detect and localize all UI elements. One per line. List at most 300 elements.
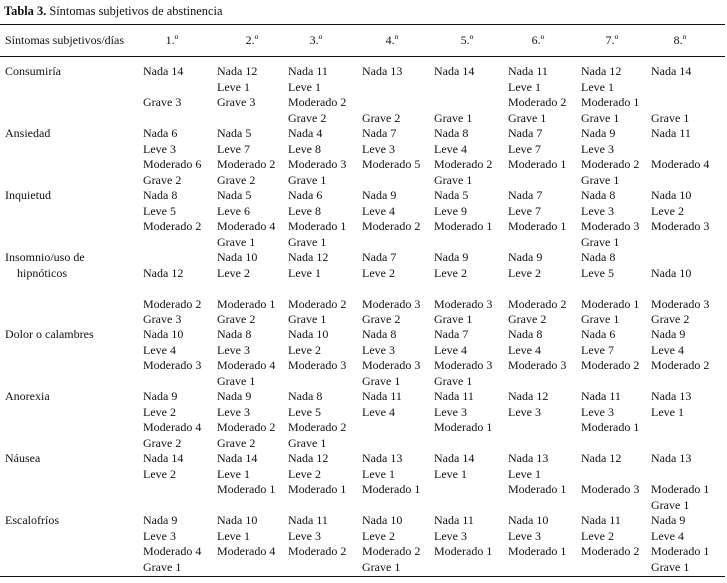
cell-line [508,560,566,576]
cell-line [508,281,566,297]
cell-line: Moderado 3 [362,296,421,311]
cell-line [362,235,420,251]
cell-line: Nada 12 [288,451,329,465]
day-cell [217,250,275,328]
cell-line: Moderado 2 [217,157,276,172]
cell-line [508,235,566,251]
cell-line [217,498,275,514]
day-cell [508,126,566,188]
day-cell [362,188,420,250]
day-cell [581,327,639,389]
cell-line: Moderado 1 [581,420,640,435]
cell-line: Leve 3 [362,141,395,156]
day-cell [508,250,566,328]
cell-line [508,436,548,452]
cell-line [362,420,402,436]
cell-line [508,374,566,390]
cell-line: Nada 4 [288,126,323,140]
cell-line: Nada 8 [434,126,469,140]
cell-line: Grave 1 [581,234,620,249]
day-cell [651,64,691,126]
cell-line: Nada 11 [434,389,474,403]
symptom-label-line: Insomnio/uso de [5,250,85,264]
cell-line: Moderado 1 [362,482,421,497]
cell-line [288,281,346,297]
cell-line [217,560,275,576]
cell-line: Nada 13 [362,64,403,78]
day-header: 3.º [309,33,323,47]
cell-line: Leve 2 [362,265,395,280]
cell-line: Nada 9 [651,513,686,527]
cell-line: Leve 3 [288,528,321,543]
cell-line: Leve 2 [362,528,395,543]
cell-line [434,80,474,96]
cell-line: Leve 1 [581,79,614,94]
cell-line [143,374,201,390]
cell-line: Leve 9 [434,203,467,218]
cell-line: Leve 3 [581,203,614,218]
cell-line: Moderado 5 [362,157,421,172]
cell-line [651,95,691,111]
cell-line: Moderado 1 [217,296,276,311]
cell-line [581,560,639,576]
cell-line: Moderado 2 [508,296,567,311]
cell-line [217,111,257,127]
cell-line [362,95,402,111]
cell-line: Nada 8 [143,188,178,202]
cell-line: Leve 1 [217,466,250,481]
cell-line [143,235,201,251]
cell-line [651,436,691,452]
cell-line: Nada 12 [581,451,622,465]
cell-line: Leve 3 [508,404,541,419]
day-cell [217,389,275,451]
cell-line: Grave 1 [143,559,182,574]
cell-line: Nada 12 [508,389,549,403]
cell-line: Nada 9 [581,126,616,140]
cell-line: Moderado 1 [288,482,347,497]
cell-line: Leve 1 [508,466,541,481]
cell-line: Moderado 2 [581,358,640,373]
table-caption [4,3,222,19]
cell-line: Moderado 1 [288,219,347,234]
cell-line: Moderado 4 [217,544,276,559]
day-cell [508,64,566,126]
cell-line: Moderado 2 [288,95,347,110]
cell-line: Leve 1 [434,466,467,481]
day-cell [434,451,474,513]
cell-line: Moderado 4 [217,358,276,373]
cell-line: Grave 1 [581,312,620,327]
cell-line: Nada 7 [508,126,543,140]
day-cell [651,126,709,188]
day-cell [581,389,639,451]
day-header: 7.º [605,33,619,47]
cell-line: Grave 3 [143,312,182,327]
cell-line: Leve 3 [581,404,614,419]
cell-line: Nada 6 [288,188,323,202]
cell-line: Grave 2 [217,435,256,450]
cell-line: Moderado 2 [288,420,347,435]
day-cell [434,327,492,389]
cell-line: Moderado 3 [143,358,202,373]
cell-line [508,420,548,436]
cell-line: Leve 2 [143,466,176,481]
cell-line: Leve 1 [217,79,250,94]
day-cell [288,451,346,513]
cell-line: Nada 9 [362,188,397,202]
cell-line: Grave 3 [217,95,256,110]
cell-line [288,560,346,576]
cell-line [288,498,346,514]
cell-line: Leve 4 [362,203,395,218]
day-cell [581,188,639,250]
cell-line: Leve 2 [143,404,176,419]
cell-line: Moderado 3 [581,482,640,497]
day-cell [143,126,201,188]
cell-line: Moderado 2 [362,219,421,234]
day-cell [143,64,183,126]
cell-line: Leve 1 [362,466,395,481]
cell-line: Moderado 3 [508,358,567,373]
day-cell [508,513,566,575]
cell-line: Nada 9 [217,389,252,403]
cell-line [508,173,566,189]
cell-line: Leve 5 [143,203,176,218]
day-cell [651,327,709,389]
cell-line: Grave 1 [434,373,473,388]
cell-line: Grave 1 [217,373,256,388]
cell-line: Moderado 1 [434,420,493,435]
cell-line: Leve 3 [362,342,395,357]
symptom-label [5,250,85,281]
symptom-label-line: Escalofríos [5,513,59,527]
day-cell [434,389,492,451]
cell-line [651,281,709,297]
day-cell [362,451,420,513]
cell-line: Leve 3 [143,528,176,543]
cell-line: Grave 1 [651,559,690,574]
cell-line: Nada 14 [434,64,475,78]
day-cell [217,64,257,126]
cell-line [508,498,566,514]
cell-line: Leve 2 [581,528,614,543]
cell-line: Nada 11 [434,513,474,527]
cell-line: Grave 1 [288,234,327,249]
cell-line: Leve 1 [651,404,684,419]
cell-line: Leve 3 [508,528,541,543]
cell-line: Moderado 2 [581,157,640,172]
day-cell [434,126,492,188]
cell-line: Moderado 3 [581,219,640,234]
cell-line [651,250,709,266]
symptom-label-line: Ansiedad [5,126,51,140]
cell-line: Grave 2 [288,110,327,125]
cell-line [434,482,474,498]
cell-line: Moderado 3 [362,358,421,373]
cell-line: Leve 5 [581,265,614,280]
cell-line: Nada 9 [508,250,543,264]
symptom-label [5,513,59,529]
cell-line: Moderado 1 [434,219,493,234]
day-cell [362,389,402,451]
cell-line [434,95,474,111]
cell-line: Leve 4 [434,141,467,156]
cell-line [143,281,201,297]
cell-line [362,173,420,189]
cell-line: Leve 3 [434,528,467,543]
cell-line [362,436,402,452]
day-cell [288,513,346,575]
day-cell [581,64,639,126]
cell-line: Nada 11 [651,126,691,140]
cell-line: Nada 7 [434,327,469,341]
cell-line: Grave 1 [581,110,620,125]
cell-line: Moderado 6 [143,157,202,172]
day-cell [508,451,566,513]
bottom-rule [0,576,725,577]
cell-line: Moderado 4 [143,544,202,559]
day-cell [434,188,492,250]
cell-line: Nada 11 [581,389,621,403]
cell-line: Leve 3 [217,404,250,419]
cell-line: Moderado 3 [651,296,710,311]
cell-line: Moderado 2 [362,544,421,559]
day-cell [143,451,183,513]
day-header: 2.º [245,33,259,47]
day-cell [362,513,420,575]
cell-line: Nada 8 [508,327,543,341]
cell-line [143,498,183,514]
day-header: 5.º [460,33,474,47]
cell-line: Leve 1 [288,265,321,280]
day-cell [581,126,639,188]
cell-line: Nada 8 [581,250,616,264]
cell-line: Moderado 3 [434,296,493,311]
cell-line: Nada 13 [651,389,692,403]
cell-line: Grave 1 [434,172,473,187]
day-cell [651,389,691,451]
cell-line [651,80,691,96]
day-cell [651,513,709,575]
cell-line: Moderado 1 [217,482,276,497]
cell-line [581,374,639,390]
cell-line: Grave 3 [143,95,182,110]
cell-line: Nada 8 [362,327,397,341]
cell-line: Leve 7 [217,141,250,156]
cell-line: Leve 6 [217,203,250,218]
cell-line: Leve 4 [362,404,395,419]
cell-line: Moderado 2 [288,544,347,559]
cell-line: Leve 8 [288,141,321,156]
cell-line: Moderado 1 [508,219,567,234]
cell-line [434,498,474,514]
cell-line: Moderado 1 [508,482,567,497]
cell-line: Leve 4 [508,342,541,357]
cell-line [581,498,639,514]
cell-line: Moderado 2 [143,296,202,311]
symptom-label-line: Inquietud [5,188,51,202]
day-cell [434,250,492,328]
symptom-label [5,389,50,405]
cell-line: Leve 1 [288,79,321,94]
cell-line [651,235,709,251]
cell-line: Moderado 2 [143,219,202,234]
day-cell [217,513,275,575]
cell-line: Grave 1 [434,110,473,125]
cell-line: Nada 9 [651,327,686,341]
cell-line: Grave 1 [288,435,327,450]
day-cell [217,126,275,188]
caption-text: Síntomas subjetivos de abstinencia [46,4,223,18]
cell-line: Moderado 2 [508,95,567,110]
day-cell [581,250,639,328]
cell-line: Nada 13 [508,451,549,465]
day-cell [217,327,275,389]
cell-line: Nada 7 [362,250,397,264]
cell-line: Nada 14 [143,64,184,78]
cell-line: Nada 11 [288,513,328,527]
cell-line: Nada 12 [143,265,184,280]
cell-line: Grave 1 [288,172,327,187]
cell-line: Leve 3 [143,141,176,156]
cell-line: Moderado 4 [217,219,276,234]
cell-line: Nada 10 [217,250,258,264]
cell-line: Moderado 3 [651,219,710,234]
cell-line: Nada 14 [434,451,475,465]
cell-line: Grave 1 [288,312,327,327]
cell-line [651,142,709,158]
cell-line: Nada 9 [143,513,178,527]
symptom-label-line: Consumiría [5,64,61,78]
cell-line: Moderado 2 [217,420,276,435]
day-header: 8.º [673,33,687,47]
day-cell [434,64,474,126]
cell-line: Grave 1 [581,172,620,187]
day-cell [143,513,201,575]
cell-line: Nada 13 [651,451,692,465]
cell-line: Nada 9 [143,389,178,403]
cell-line: Grave 2 [143,435,182,450]
day-header: 1.º [165,33,179,47]
cell-line: Nada 14 [651,64,692,78]
symptom-label-line: hipnóticos [17,265,67,280]
day-cell [288,64,346,126]
cell-line: Nada 9 [434,250,469,264]
cell-line: Nada 10 [143,327,184,341]
cell-line: Nada 5 [217,188,252,202]
cell-line: Leve 5 [288,404,321,419]
cell-line: Nada 10 [651,265,692,280]
cell-line: Nada 10 [288,327,329,341]
day-cell [508,327,566,389]
day-header: 6.º [531,33,545,47]
day-cell [143,389,201,451]
day-cell [581,451,639,513]
cell-line: Leve 2 [434,265,467,280]
day-cell [581,513,639,575]
cell-line: Leve 3 [217,342,250,357]
day-cell [362,327,420,389]
cell-line: Nada 10 [651,188,692,202]
cell-line: Nada 10 [362,513,403,527]
cell-line [143,80,183,96]
cell-line: Moderado 2 [581,544,640,559]
day-cell [362,250,420,328]
symptom-label [5,188,51,204]
cell-line: Nada 14 [143,451,184,465]
cell-line [434,235,492,251]
cell-line: Moderado 2 [434,157,493,172]
symptom-label-line: Anorexia [5,389,50,403]
cell-line: Leve 3 [581,141,614,156]
day-header: 4.º [385,33,399,47]
cell-line [362,281,420,297]
cell-line [362,498,420,514]
cell-line: Moderado 4 [143,420,202,435]
cell-line: Nada 10 [217,513,258,527]
cell-line [217,281,275,297]
cell-line: Leve 2 [508,265,541,280]
cell-line: Nada 5 [217,126,252,140]
cell-line: Grave 2 [508,312,547,327]
cell-line: Moderado 2 [651,358,710,373]
cell-line: Moderado 1 [651,482,710,497]
cell-line: Leve 2 [651,203,684,218]
day-cell [434,513,492,575]
cell-line [434,560,492,576]
day-cell [651,250,709,328]
top-rule [0,24,725,25]
cell-line [581,281,639,297]
cell-line [434,436,492,452]
day-cell [288,126,346,188]
cell-line: Nada 10 [508,513,549,527]
cell-line: Nada 12 [581,64,622,78]
cell-line: Nada 11 [508,64,548,78]
cell-line [143,111,183,127]
cell-line [651,374,709,390]
cell-line [288,374,346,390]
cell-line: Moderado 1 [581,296,640,311]
cell-line: Grave 1 [217,234,256,249]
cell-line: Leve 1 [508,79,541,94]
cell-line: Nada 5 [434,188,469,202]
cell-line: Leve 4 [651,528,684,543]
day-cell [508,389,548,451]
cell-line [651,173,709,189]
cell-line: Grave 1 [651,497,690,512]
cell-line: Nada 6 [143,126,178,140]
cell-line: Nada 11 [581,513,621,527]
symptom-label [5,451,40,467]
day-cell [651,451,709,513]
cell-line: Moderado 1 [651,544,710,559]
cell-line: Grave 1 [362,559,401,574]
cell-line [143,250,201,266]
cell-line: Grave 2 [217,312,256,327]
cell-line [362,80,402,96]
cell-line [581,467,639,483]
day-cell [651,188,709,250]
cell-line: Moderado 1 [434,544,493,559]
cell-line: Nada 8 [217,327,252,341]
cell-line: Leve 4 [143,342,176,357]
cell-line: Nada 11 [288,64,328,78]
cell-line [651,420,691,436]
day-cell [217,188,275,250]
cell-line: Leve 1 [217,528,250,543]
